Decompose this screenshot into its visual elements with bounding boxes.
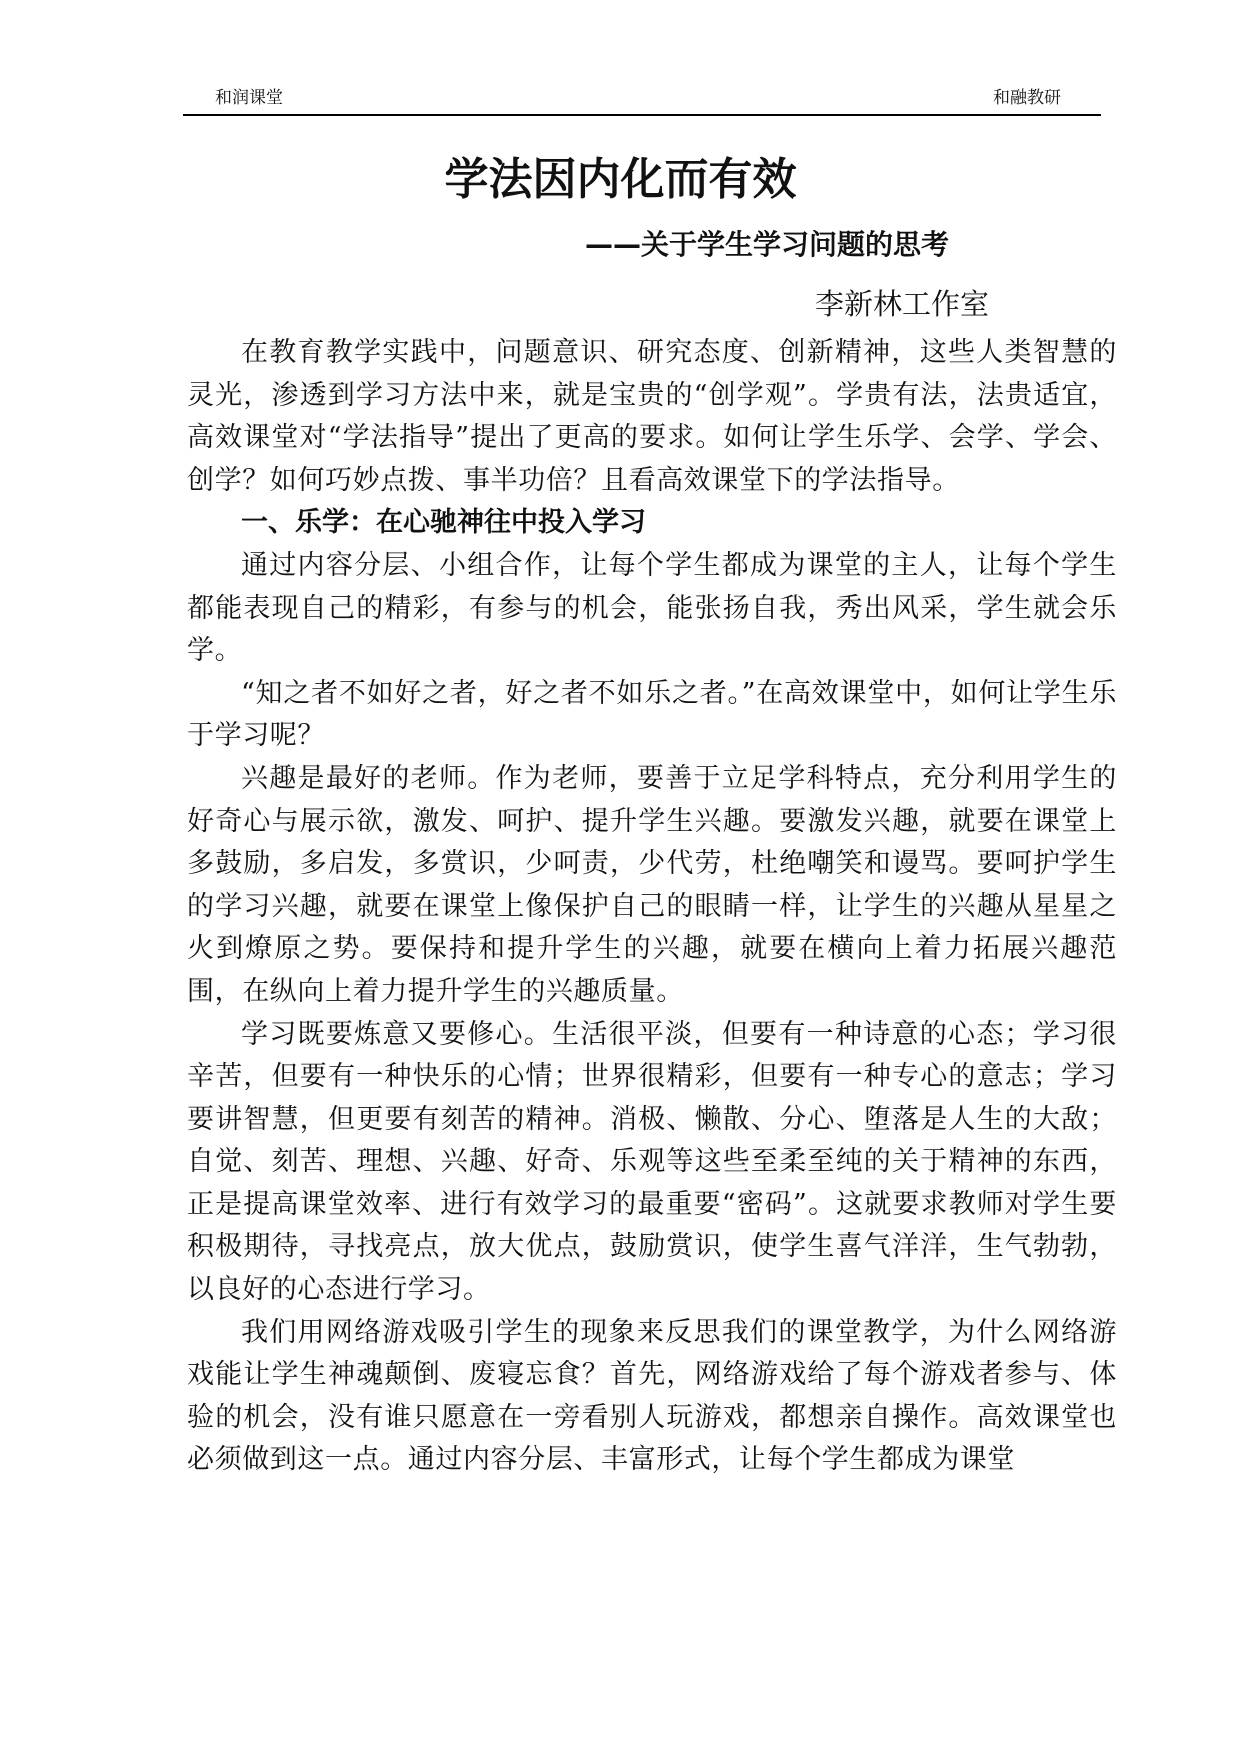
paragraph-4: 兴趣是最好的老师。作为老师，要善于立足学科特点，充分利用学生的好奇心与展示欲，激发、呵护、提升学生兴趣。要激发兴趣，就要在课堂上多鼓励，多启发，多赏识，少呵责，少代劳，杜绝嘲笑和谩骂。要呵护学生的学习兴趣，就要在课堂上像保护自己的眼睛一样，让学生的兴趣从星星之火到燎原之势。要保持和提升学生的兴趣，就要在横向上着力拓展兴趣范围，在纵向上着力提升学生的兴趣质量。 (187, 762, 1117, 1007)
document-title: 学法因内化而有效 (444, 154, 797, 205)
document-subtitle: ——关于学生学习问题的思考 (585, 228, 950, 261)
paragraph-2: 通过内容分层、小组合作，让每个学生都成为课堂的主人，让每个学生都能表现自己的精彩，有参与的机会，能张扬自我，秀出风采，学生就会乐学。 (187, 549, 1117, 667)
paragraph-intro: 在教育教学实践中，问题意识、研究态度、创新精神，这些人类智慧的灵光，渗透到学习方法中来，就是宝贵的“创学观”。学贵有法，法贵适宜，高效课堂对“学法指导”提出了更高的要求。如何让学生乐学、会学、学会、创学？如何巧妙点拨、事半功倍？且看高效课堂下的学法指导。 (187, 337, 1117, 496)
document-body (187, 332, 1117, 1482)
section-heading-1: 一、乐学：在心驰神往中投入学习 (241, 507, 646, 539)
paragraph-3: “知之者不如好之者，好之者不如乐之者。”在高效课堂中，如何让学生乐于学习呢？ (187, 677, 1117, 752)
paragraph-6: 我们用网络游戏吸引学生的现象来反思我们的课堂教学，为什么网络游戏能让学生神魂颠倒、废寝忘食？首先，网络游戏给了每个游戏者参与、体验的机会，没有谁只愿意在一旁看别人玩游戏，都想亲自操作。高效课堂也必须做到这一点。通过内容分层、丰富形式，让每个学生都成为课堂 (187, 1316, 1117, 1476)
paragraph-5: 学习既要炼意又要修心。生活很平淡，但要有一种诗意的心态；学习很辛苦，但要有一种快乐的心情；世界很精彩，但要有一种专心的意志；学习要讲智慧，但更要有刻苦的精神。消极、懒散、分心、堕落是人生的大敌；自觉、刻苦、理想、兴趣、好奇、乐观等这些至柔至纯的关于精神的东西，正是提高课堂效率、进行有效学习的最重要“密码”。这就要求教师对学生要积极期待，寻找亮点，放大优点，鼓励赏识，使学生喜气洋洋，生气勃勃，以良好的心态进行学习。 (187, 1018, 1117, 1306)
header-right-text: 和融教研 (993, 88, 1061, 108)
document-author: 李新林工作室 (815, 287, 990, 321)
header-left-text: 和润课堂 (215, 88, 283, 108)
page-header (183, 84, 1101, 116)
